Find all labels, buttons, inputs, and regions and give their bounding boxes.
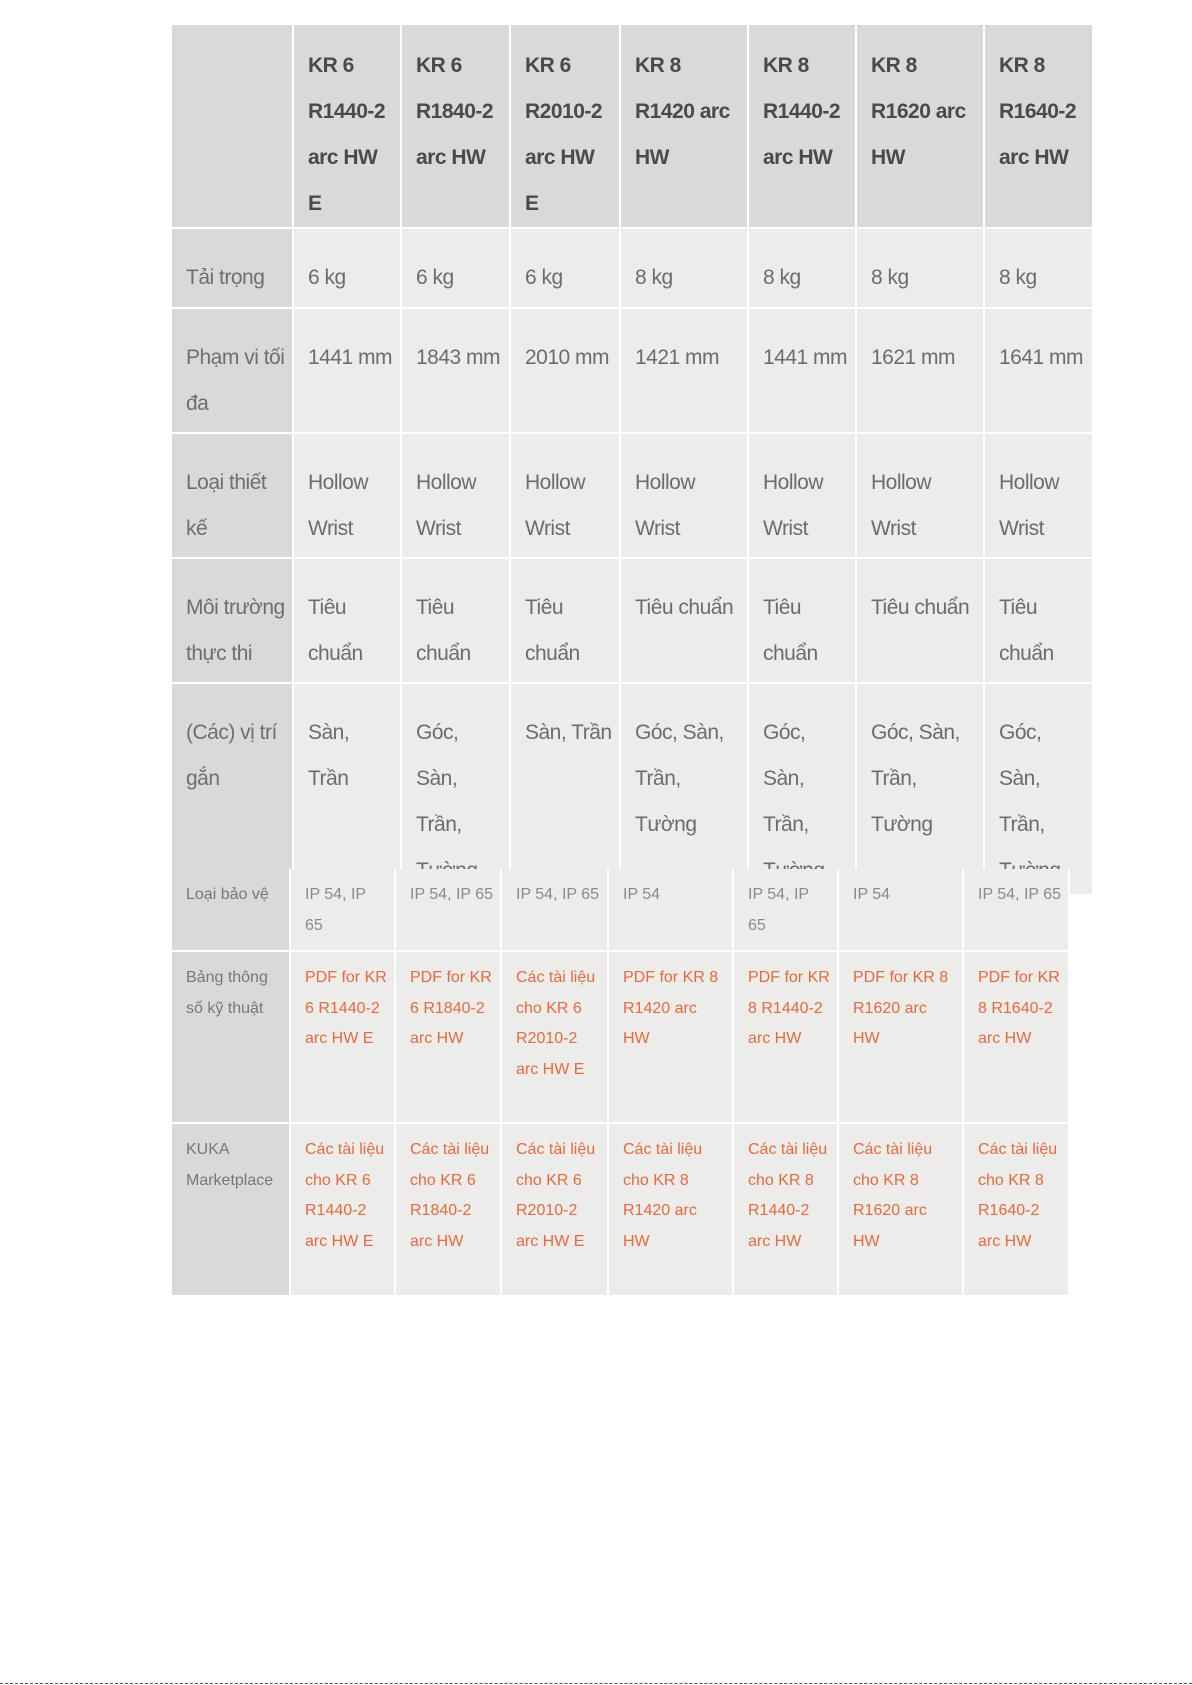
header-kr8-r1440-2-arc-hw: KR 8 R1440-2 arc HW: [749, 25, 857, 229]
cell-environment: Tiêu chuẩn: [402, 559, 511, 684]
datasheet-link[interactable]: PDF for KR 8 R1420 arc HW: [609, 952, 734, 1124]
marketplace-link[interactable]: Các tài liệu cho KR 6 R1840-2 arc HW: [396, 1124, 502, 1297]
row-design-type: [172, 434, 1094, 559]
cell-protection-class: IP 54, IP 65: [964, 869, 1070, 952]
marketplace-link[interactable]: Các tài liệu cho KR 8 R1420 arc HW: [609, 1124, 734, 1297]
cell-max-reach: 1641 mm: [985, 309, 1094, 434]
row-label-payload: Tải trọng: [172, 229, 294, 309]
row-label-environment: Môi trường thực thi: [172, 559, 294, 684]
row-payload: [172, 229, 1094, 309]
header-kr6-r2010-2-arc-hw-e: KR 6 R2010-2 arc HW E: [511, 25, 621, 229]
datasheet-link[interactable]: Các tài liệu cho KR 6 R2010-2 arc HW E: [502, 952, 609, 1124]
header-kr8-r1640-2-arc-hw: KR 8 R1640-2 arc HW: [985, 25, 1094, 229]
cell-max-reach: 2010 mm: [511, 309, 621, 434]
datasheet-link[interactable]: PDF for KR 6 R1440-2 arc HW E: [291, 952, 396, 1124]
robot-docs-table: [172, 869, 1070, 1297]
cell-design-type: Hollow Wrist: [402, 434, 511, 559]
cell-protection-class: IP 54, IP 65: [502, 869, 609, 952]
spec-header-row: [172, 25, 1094, 229]
cell-environment: Tiêu chuẩn: [985, 559, 1094, 684]
row-label-protection-class: Loại bảo vệ: [172, 869, 291, 952]
cell-max-reach: 1441 mm: [749, 309, 857, 434]
cell-max-reach: 1621 mm: [857, 309, 985, 434]
datasheet-link[interactable]: PDF for KR 8 R1440-2 arc HW: [734, 952, 839, 1124]
cell-environment: Tiêu chuẩn: [294, 559, 402, 684]
datasheet-link[interactable]: PDF for KR 8 R1620 arc HW: [839, 952, 964, 1124]
marketplace-link[interactable]: Các tài liệu cho KR 8 R1440-2 arc HW: [734, 1124, 839, 1297]
row-kuka-marketplace: [172, 1124, 1070, 1297]
row-label-datasheet: Bảng thông số kỹ thuật: [172, 952, 291, 1124]
cell-design-type: Hollow Wrist: [857, 434, 985, 559]
cell-environment: Tiêu chuẩn: [511, 559, 621, 684]
row-protection-class: [172, 869, 1070, 952]
header-kr6-r1840-2-arc-hw: KR 6 R1840-2 arc HW: [402, 25, 511, 229]
marketplace-link[interactable]: Các tài liệu cho KR 8 R1640-2 arc HW: [964, 1124, 1070, 1297]
cell-max-reach: 1441 mm: [294, 309, 402, 434]
cell-environment: Tiêu chuẩn: [749, 559, 857, 684]
row-max-reach: [172, 309, 1094, 434]
cell-payload: 6 kg: [294, 229, 402, 309]
marketplace-link[interactable]: Các tài liệu cho KR 8 R1620 arc HW: [839, 1124, 964, 1297]
cell-mounting-positions: Góc, Sàn, Trần,: [402, 684, 511, 896]
row-label-max-reach: Phạm vi tối đa: [172, 309, 294, 434]
header-corner: [172, 25, 294, 229]
cell-mounting-positions: Góc, Sàn, Trần,: [985, 684, 1094, 896]
cell-max-reach: 1421 mm: [621, 309, 749, 434]
row-label-mounting-positions: (Các) vị trí gắn: [172, 684, 294, 896]
page-bottom-divider: [0, 1683, 1192, 1684]
datasheet-link[interactable]: PDF for KR 6 R1840-2 arc HW: [396, 952, 502, 1124]
cell-environment: Tiêu chuẩn: [857, 559, 985, 684]
cell-mounting-positions: Góc, Sàn, Trần,: [749, 684, 857, 896]
row-environment: [172, 559, 1094, 684]
header-kr8-r1620-arc-hw: KR 8 R1620 arc HW: [857, 25, 985, 229]
marketplace-link[interactable]: Các tài liệu cho KR 6 R1440-2 arc HW E: [291, 1124, 396, 1297]
cell-payload: 8 kg: [621, 229, 749, 309]
header-kr6-r1440-2-arc-hw-e: KR 6 R1440-2 arc HW E: [294, 25, 402, 229]
row-mounting-positions: [172, 684, 1094, 896]
cell-protection-class: IP 54, IP 65: [396, 869, 502, 952]
cell-max-reach: 1843 mm: [402, 309, 511, 434]
cell-design-type: Hollow Wrist: [294, 434, 402, 559]
cell-payload: 6 kg: [511, 229, 621, 309]
cell-protection-class: IP 54, IP 65: [734, 869, 839, 952]
cell-environment: Tiêu chuẩn: [621, 559, 749, 684]
row-datasheet: [172, 952, 1070, 1124]
cell-protection-class: IP 54, IP 65: [291, 869, 396, 952]
cell-mounting-positions: Sàn, Trần: [511, 684, 621, 896]
cell-payload: 8 kg: [857, 229, 985, 309]
cell-design-type: Hollow Wrist: [985, 434, 1094, 559]
cell-payload: 6 kg: [402, 229, 511, 309]
marketplace-link[interactable]: Các tài liệu cho KR 6 R2010-2 arc HW E: [502, 1124, 609, 1297]
cell-mounting-positions: Sàn, Trần: [294, 684, 402, 896]
cell-protection-class: IP 54: [839, 869, 964, 952]
header-kr8-r1420-arc-hw: KR 8 R1420 arc HW: [621, 25, 749, 229]
cell-design-type: Hollow Wrist: [621, 434, 749, 559]
row-label-design-type: Loại thiết kế: [172, 434, 294, 559]
cell-design-type: Hollow Wrist: [749, 434, 857, 559]
cell-design-type: Hollow Wrist: [511, 434, 621, 559]
cell-mounting-positions: Góc, Sàn, Trần, Tường: [857, 684, 985, 896]
cell-payload: 8 kg: [985, 229, 1094, 309]
robot-spec-table: [172, 25, 1094, 896]
datasheet-link[interactable]: PDF for KR 8 R1640-2 arc HW: [964, 952, 1070, 1124]
cell-mounting-positions: Góc, Sàn, Trần, Tường: [621, 684, 749, 896]
cell-protection-class: IP 54: [609, 869, 734, 952]
cell-payload: 8 kg: [749, 229, 857, 309]
row-label-kuka-marketplace: KUKA Marketplace: [172, 1124, 291, 1297]
